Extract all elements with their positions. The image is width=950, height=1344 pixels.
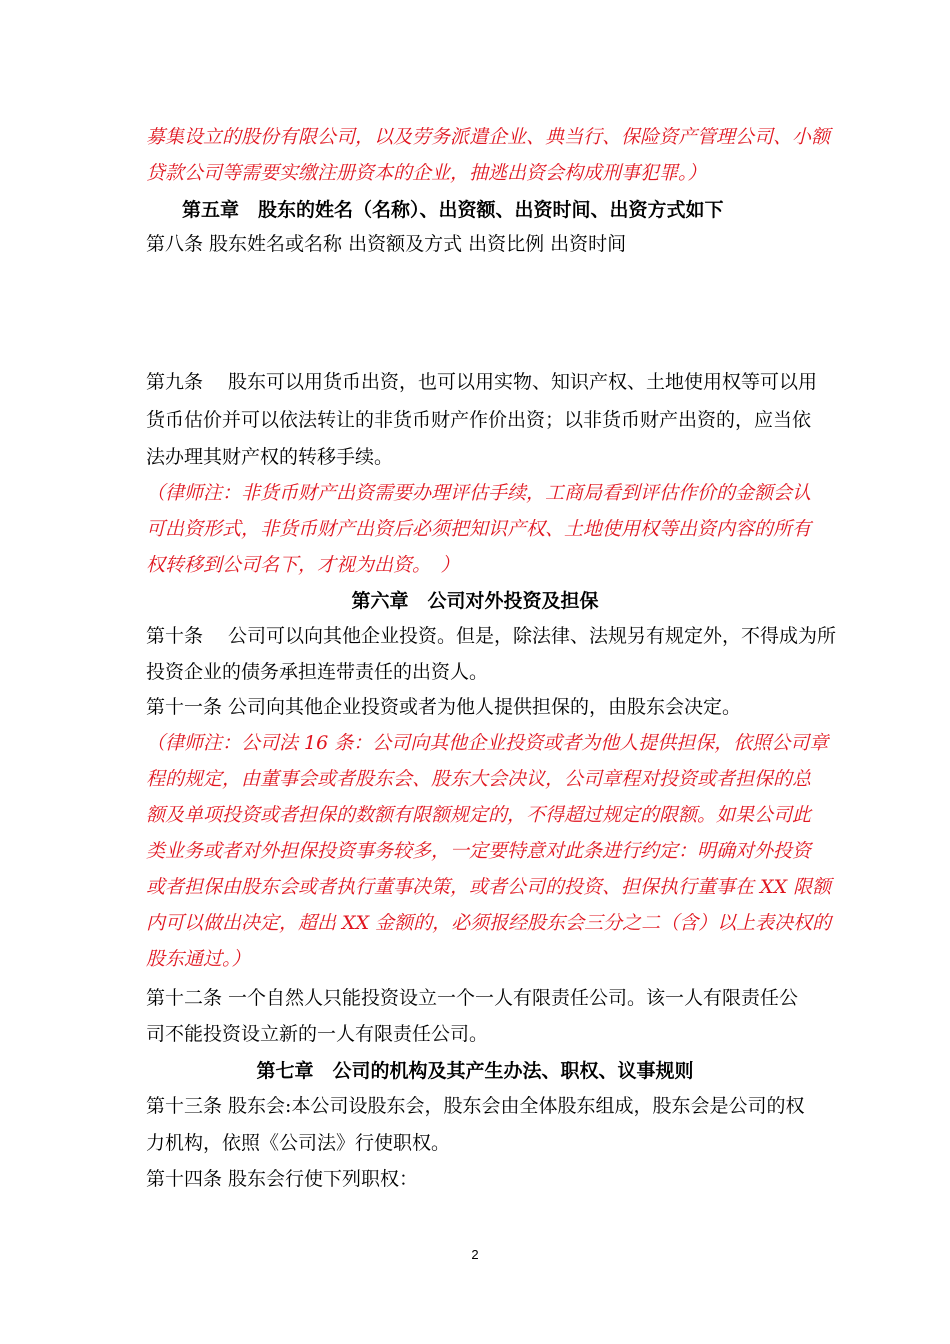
article-8: 第八条 股东姓名或名称 出资额及方式 出资比例 出资时间: [146, 233, 627, 255]
article-11: 第十一条 公司向其他企业投资或者为他人提供担保的，由股东会决定。: [146, 696, 742, 718]
note-line: 程的规定，由董事会或者股东会、股东大会决议，公司章程对投资或者担保的总: [146, 768, 812, 790]
page-number: 2: [471, 1247, 479, 1262]
lawyer-note: （律师注：公司法 16 条：公司向其他企业投资或者为他人提供担保，依照公司章: [146, 732, 829, 754]
article-10: 第十条 公司可以向其他企业投资。但是，除法律、法规另有规定外，不得成为所: [146, 625, 837, 647]
note-line: 或者担保由股东会或者执行董事决策，或者公司的投资、担保执行董事在 XX 限额: [146, 876, 832, 898]
article-14: 第十四条 股东会行使下列职权：: [146, 1168, 419, 1190]
body-line: 力机构，依照《公司法》行使职权。: [146, 1132, 451, 1154]
body-line: 投资企业的债务承担连带责任的出资人。: [146, 661, 489, 683]
article-9: 第九条 股东可以用货币出资，也可以用实物、知识产权、土地使用权等可以用: [146, 371, 818, 393]
body-line: 法办理其财产权的转移手续。: [146, 446, 394, 468]
chapter-heading-5: 第五章 股东的姓名（名称）、出资额、出资时间、出资方式如下: [182, 199, 724, 221]
body-line: 司不能投资设立新的一人有限责任公司。: [146, 1023, 489, 1045]
lawyer-note: （律师注：非货币财产出资需要办理评估手续，工商局看到评估作价的金额会认: [146, 482, 812, 504]
note-line: 可出资形式，非货币财产出资后必须把知识产权、土地使用权等出资内容的所有: [146, 518, 812, 540]
note-line: 贷款公司等需要实缴注册资本的企业，抽逃出资会构成刑事犯罪。）: [146, 162, 707, 184]
body-line: 货币估价并可以依法转让的非货币财产作价出资；以非货币财产出资的，应当依: [146, 409, 812, 431]
note-line: 权转移到公司名下，才视为出资。 ）: [146, 554, 460, 576]
note-line: 股东通过。）: [146, 948, 251, 970]
note-line: 额及单项投资或者担保的数额有限额规定的，不得超过规定的限额。如果公司此: [146, 804, 812, 826]
chapter-heading-7: 第七章 公司的机构及其产生办法、职权、议事规则: [256, 1060, 694, 1082]
note-line: 内可以做出决定，超出 XX 金额的，必须报经股东会三分之二（含）以上表决权的: [146, 912, 832, 934]
chapter-heading-6: 第六章 公司对外投资及担保: [351, 590, 599, 612]
note-line: 类业务或者对外担保投资事务较多，一定要特意对此条进行约定：明确对外投资: [146, 840, 812, 862]
note-line: 募集设立的股份有限公司，以及劳务派遣企业、典当行、保险资产管理公司、小额: [146, 126, 831, 148]
article-12: 第十二条 一个自然人只能投资设立一个一人有限责任公司。该一人有限责任公: [146, 987, 799, 1009]
article-13: 第十三条 股东会:本公司设股东会，股东会由全体股东组成，股东会是公司的权: [146, 1095, 805, 1117]
